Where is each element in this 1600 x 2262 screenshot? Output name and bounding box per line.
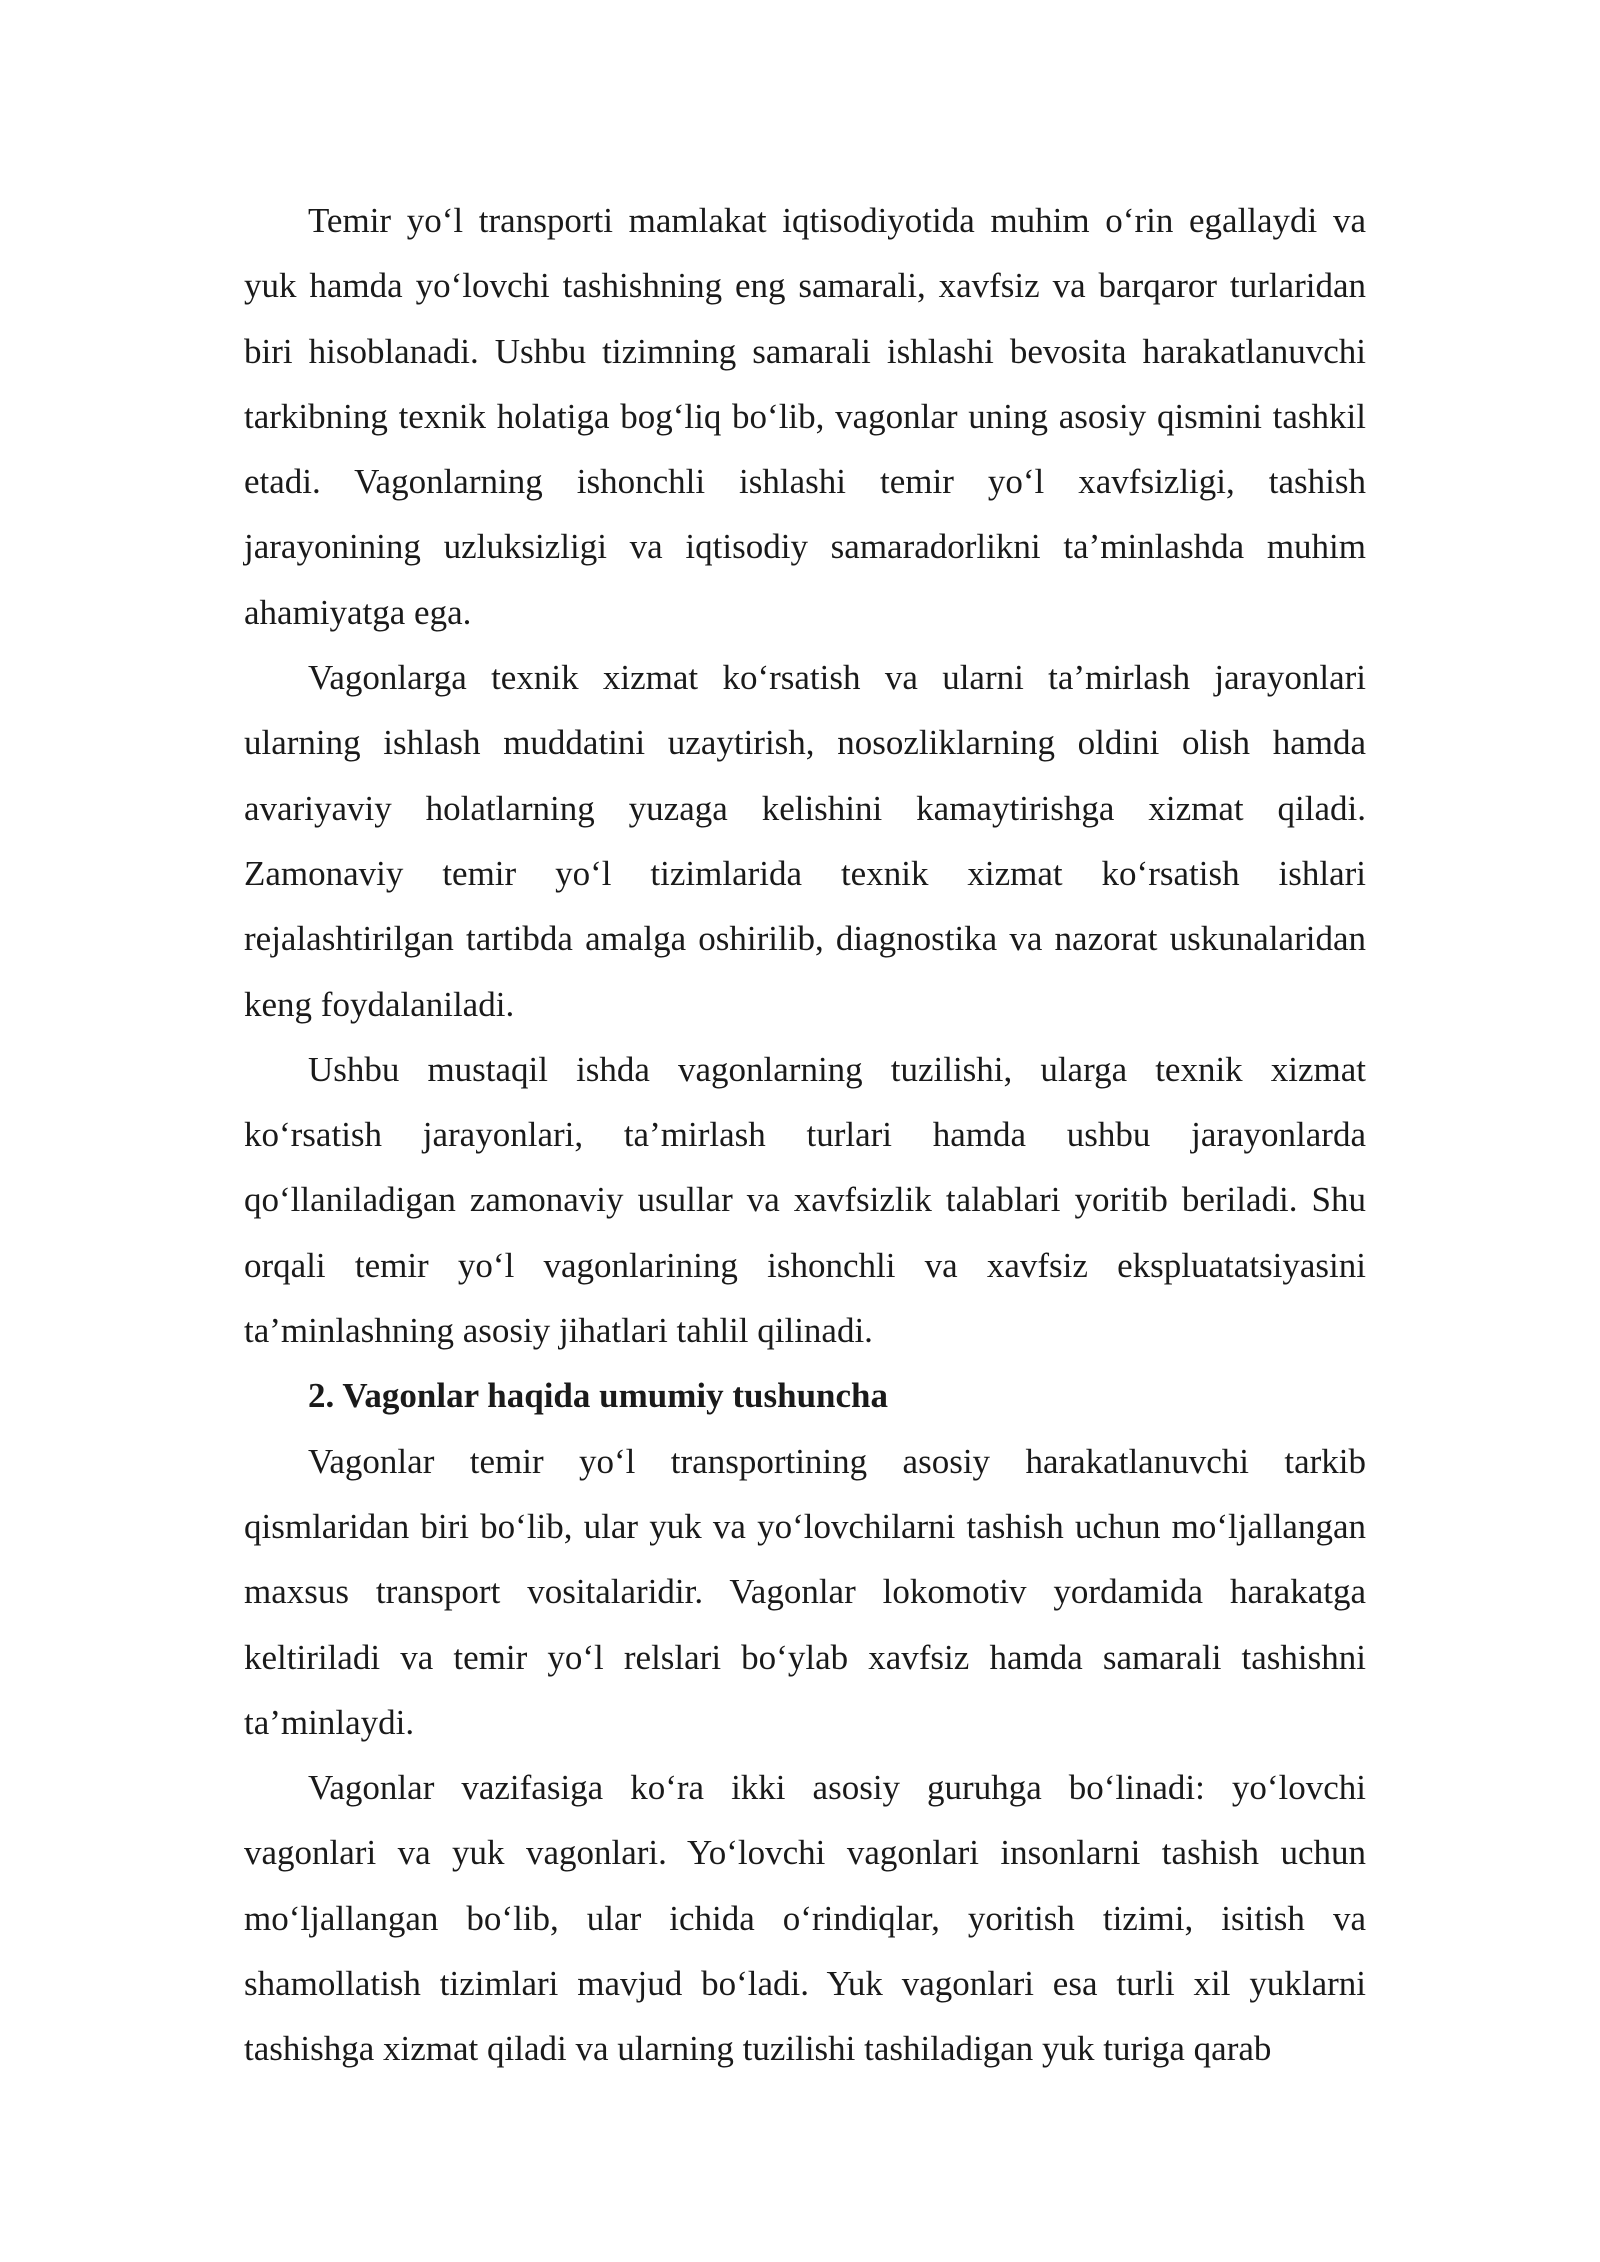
paragraph-intro-3: Ushbu mustaqil ishda vagonlarning tuzilishi, ularga texnik xizmat ko‘rsatish jarayonlari, ta’mirlash turlari hamda ushbu jarayonlarda qo‘llaniladigan zamonaviy usullar va xavfsizlik talablari yoritib beriladi. Shu orqali temir yo‘l vagonlarining ishonchli va xavfsiz ekspluatatsiyasini ta’minlashning asosiy jihatlari tahlil qilinadi.: [244, 1049, 1366, 1351]
document-body: [244, 188, 1366, 2082]
paragraph-intro-1: Temir yo‘l transporti mamlakat iqtisodiyotida muhim o‘rin egallaydi va yuk hamda yo‘lovchi tashishning eng samarali, xavfsiz va barqaror turlaridan biri hisoblanadi. Ushbu tizimning samarali ishlashi bevosita harakatlanuvchi tarkibning texnik holatiga bog‘liq bo‘lib, vagonlar uning asosiy qismini tashkil etadi. Vagonlarning ishonchli ishlashi temir yo‘l xavfsizligi, tashish jarayonining uzluksizligi va iqtisodiy samaradorlikni ta’minlashda muhim ahamiyatga ega.: [244, 201, 1366, 632]
paragraph-section-1: Vagonlar temir yo‘l transportining asosiy harakatlanuvchi tarkib qismlaridan biri bo‘lib, ular yuk va yo‘lovchilarni tashish uchun mo‘ljallangan maxsus transport vositalaridir. Vagonlar lokomotiv yordamida harakatga keltiriladi va temir yo‘l relslari bo‘ylab xavfsiz hamda samarali tashishni ta’minlaydi.: [244, 1441, 1366, 1742]
paragraph-intro-2: Vagonlarga texnik xizmat ko‘rsatish va ularni ta’mirlash jarayonlari ularning ishlash muddatini uzaytirish, nosozliklarning oldini olish hamda avariyaviy holatlarning yuzaga kelishini kamaytirishga xizmat qiladi. Zamonaviy temir yo‘l tizimlarida texnik xizmat ko‘rsatish ishlari rejalashtirilgan tartibda amalga oshirilib, diagnostika va nazorat uskunalaridan keng foydalaniladi.: [244, 658, 1366, 1024]
section-heading: 2. Vagonlar haqida umumiy tushuncha: [308, 1376, 888, 1416]
paragraph-section-2: Vagonlar vazifasiga ko‘ra ikki asosiy guruhga bo‘linadi: yo‘lovchi vagonlari va yuk vagonlari. Yo‘lovchi vagonlari insonlarni tashish uchun mo‘ljallangan bo‘lib, ular ichida o‘rindiqlar, yoritish tizimi, isitish va shamollatish tizimlari mavjud bo‘ladi. Yuk vagonlari esa turli xil yuklarni tashishga xizmat qiladi va ularning tuzilishi tashiladigan yuk turiga qarab: [244, 1768, 1366, 2069]
